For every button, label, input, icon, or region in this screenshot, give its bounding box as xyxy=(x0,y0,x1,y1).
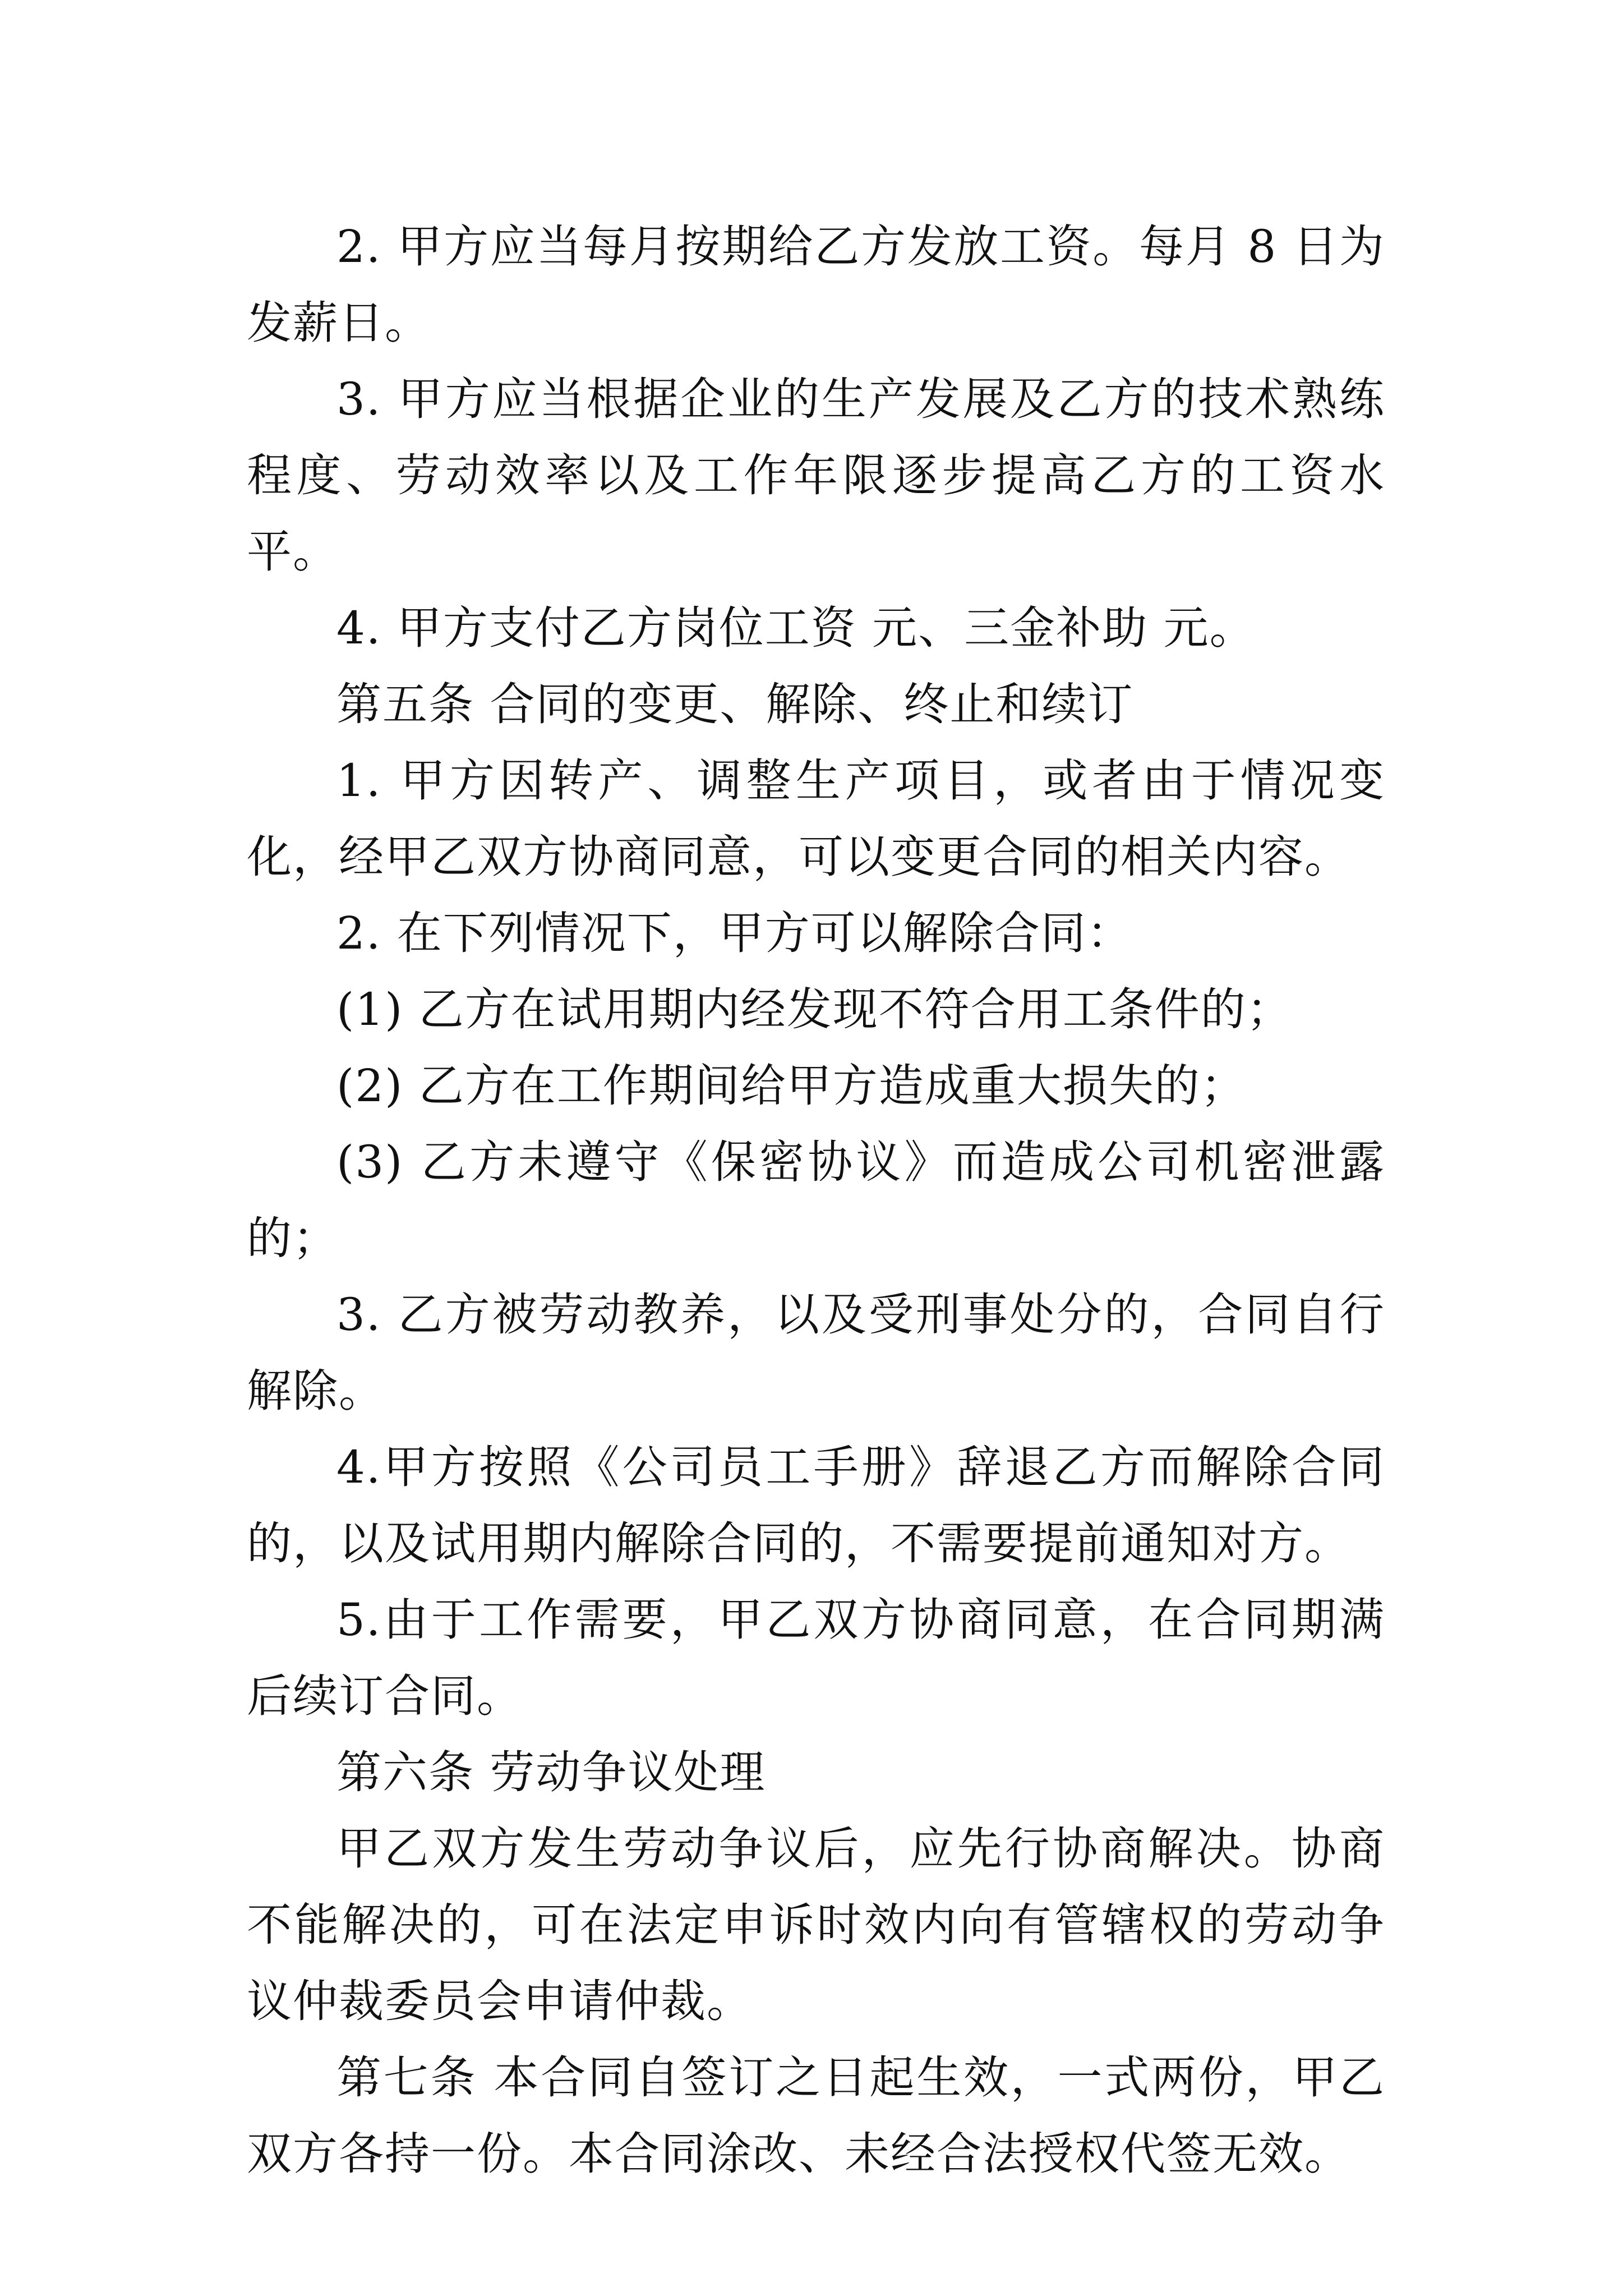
clause-5-item-3: 3. 乙方被劳动教养，以及受刑事处分的，合同自行解除。 xyxy=(247,1289,1385,1417)
clause-4-item-3: 3. 甲方应当根据企业的生产发展及乙方的技术熟练程度、劳动效率以及工作年限逐步提高乙方的工资水平。 xyxy=(247,373,1385,578)
clause-5-item-4: 4.甲方按照《公司员工手册》辞退乙方而解除合同的，以及试用期内解除合同的，不需要提前通知对方。 xyxy=(247,1441,1385,1570)
clause-5-item-1: 1. 甲方因转产、调整生产项目，或者由于情况变化，经甲乙双方协商同意，可以变更合同的相关内容。 xyxy=(247,754,1385,883)
article-5-heading: 第五条 合同的变更、解除、终止和续订 xyxy=(336,678,1134,730)
clause-5-item-2-sub-2: (2) 乙方在工作期间给甲方造成重大损失的； xyxy=(336,1060,1247,1112)
article-7-text: 第七条 本合同自签订之日起生效，一式两份，甲乙双方各持一份。本合同涂改、未经合法授权代签无效。 xyxy=(247,2051,1385,2180)
clause-5-item-2-sub-3: (3) 乙方未遵守《保密协议》而造成公司机密泄露的； xyxy=(247,1136,1385,1264)
clause-4-item-2: 2. 甲方应当每月按期给乙方发放工资。每月 8 日为发薪日。 xyxy=(247,220,1385,349)
article-6-text: 甲乙双方发生劳动争议后，应先行协商解决。协商不能解决的，可在法定申诉时效内向有管辖权的劳动争议仲裁委员会申请仲裁。 xyxy=(247,1823,1385,2027)
clause-5-item-5: 5.由于工作需要，甲乙双方协商同意，在合同期满后续订合同。 xyxy=(247,1594,1385,1722)
article-6-heading: 第六条 劳动争议处理 xyxy=(336,1746,766,1798)
contract-body xyxy=(247,209,1385,2192)
clause-5-item-2: 2. 在下列情况下，甲方可以解除合同： xyxy=(336,907,1133,959)
clause-4-item-4: 4. 甲方支付乙方岗位工资 元、三金补助 元。 xyxy=(336,602,1256,654)
clause-5-item-2-sub-1: (1) 乙方在试用期内经发现不符合用工条件的； xyxy=(336,983,1293,1036)
